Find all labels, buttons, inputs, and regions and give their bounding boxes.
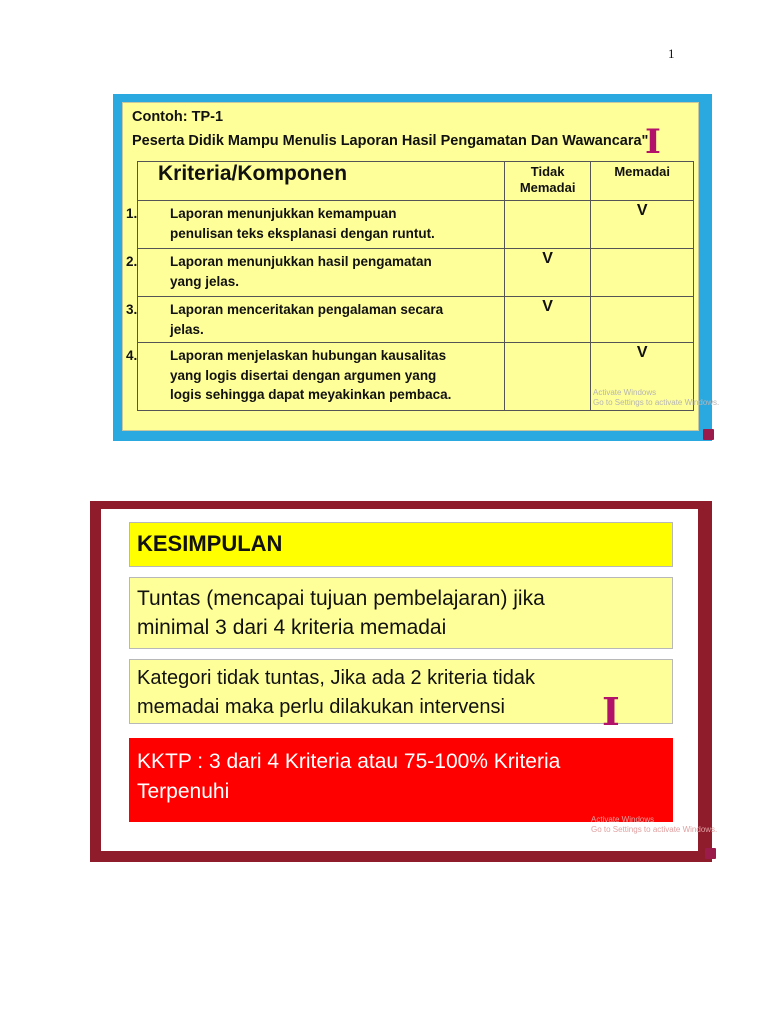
criteria-text: yang logis disertai dengan argumen yang xyxy=(170,367,437,383)
not-adequate-cell xyxy=(504,201,590,249)
table-row xyxy=(138,297,694,343)
slide1-subtitle: Peserta Didik Mampu Menulis Laporan Hasil Pengamatan Dan Wawancara" xyxy=(132,133,649,149)
slide-badge-icon xyxy=(705,848,716,859)
criteria-cell xyxy=(126,249,505,297)
header-not-adequate-line1: Tidak xyxy=(530,164,565,179)
complete-line2: minimal 3 dari 4 kriteria memadai xyxy=(137,616,447,640)
criteria-table xyxy=(126,161,694,411)
criteria-text: Laporan menunjukkan kemampuan xyxy=(170,206,397,221)
slide1-content xyxy=(122,102,720,431)
criteria-cell xyxy=(126,297,505,343)
activate-windows-watermark xyxy=(593,388,719,408)
criteria-cell xyxy=(126,343,505,411)
watermark-line2: Go to Settings to activate Windows. xyxy=(593,398,720,407)
not-adequate-cell: V xyxy=(504,297,590,343)
activate-windows-watermark xyxy=(591,815,717,835)
criteria-text: jelas. xyxy=(170,321,204,337)
conclusion-heading: KESIMPULAN xyxy=(129,522,673,567)
criteria-text: penulisan teks eksplanasi dengan runtut. xyxy=(170,225,435,241)
slide-conclusion xyxy=(90,501,718,862)
complete-criteria-box xyxy=(129,577,673,649)
table-row xyxy=(138,249,694,297)
slide-badge-icon xyxy=(703,429,714,440)
complete-line1: Tuntas (mencapai tujuan pembelajaran) jika xyxy=(137,587,545,610)
adequate-cell: V xyxy=(591,201,694,249)
adequate-cell xyxy=(591,249,694,297)
not-adequate-cell xyxy=(504,343,590,411)
criteria-text: yang jelas. xyxy=(170,273,240,289)
watermark-line1: Activate Windows xyxy=(591,815,655,824)
criteria-cell xyxy=(126,201,505,249)
criteria-text: Laporan menunjukkan hasil pengamatan xyxy=(170,254,432,269)
header-criteria: Kriteria/Komponen xyxy=(138,162,505,201)
slide2-content xyxy=(101,509,718,851)
kktp-box xyxy=(129,738,673,822)
header-not-adequate xyxy=(504,162,590,201)
slide-example-tp1 xyxy=(113,94,720,441)
incomplete-category-box xyxy=(129,659,673,724)
not-adequate-cell: V xyxy=(504,249,590,297)
incomplete-line1: Kategori tidak tuntas, Jika ada 2 kriteria tidak xyxy=(137,667,535,689)
criteria-text: Laporan menceritakan pengalaman secara xyxy=(170,302,444,317)
table-header-row xyxy=(138,162,694,201)
watermark-line1: Activate Windows xyxy=(593,388,657,397)
i-beam-cursor-icon: I xyxy=(602,689,620,734)
i-beam-cursor-icon: I xyxy=(645,122,661,162)
row-number: 1. xyxy=(126,206,138,221)
table-row xyxy=(138,201,694,249)
slide1-title: Contoh: TP-1 xyxy=(132,109,224,125)
criteria-text: logis sehingga dapat meyakinkan pembaca. xyxy=(170,387,452,403)
kktp-line2: Terpenuhi xyxy=(137,780,230,804)
adequate-cell xyxy=(591,297,694,343)
page-number: 1 xyxy=(668,46,675,61)
criteria-text: Laporan menjelaskan hubungan kausalitas xyxy=(170,348,447,364)
row-number: 2. xyxy=(126,254,138,269)
header-adequate: Memadai xyxy=(591,162,694,201)
row-number: 3. xyxy=(126,302,138,317)
incomplete-line2: memadai maka perlu dilakukan intervensi xyxy=(137,696,505,718)
row-number: 4. xyxy=(126,348,138,364)
header-not-adequate-line2: Memadai xyxy=(519,180,576,196)
adequate-cell: V xyxy=(591,343,694,411)
kktp-line1: KKTP : 3 dari 4 Kriteria atau 75-100% Kriteria xyxy=(137,750,561,773)
watermark-line2: Go to Settings to activate Windows. xyxy=(591,825,718,834)
